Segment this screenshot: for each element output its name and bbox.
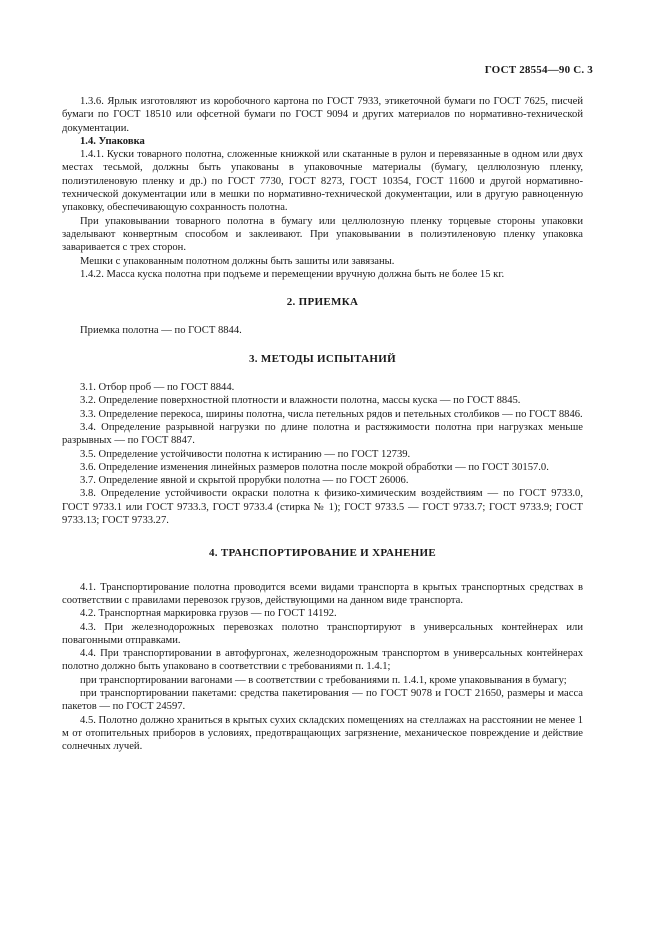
paragraph-1-4-1-packing: При упаковывании товарного полотна в бумагу или целлюлозную пленку торцевые стороны упаковки заделывают конвертным способом и заклеивают. При упаковывании в полиэтиленовую пленку упаковка заваривается с трех сторон. — [62, 215, 583, 254]
paragraph-4-3: 4.3. При железнодорожных перевозках полотно транспортируют в универсальных контейнерах или повагонными отправками. — [62, 621, 583, 646]
paragraph-3-6: 3.6. Определение изменения линейных размеров полотна после мокрой обработки — по ГОСТ 30157.0. — [80, 461, 549, 473]
subsection-title-1-4: 1.4. Упаковка — [80, 135, 145, 147]
paragraph-1-4-1-bags: Мешки с упакованным полотном должны быть зашиты или завязаны. — [80, 255, 395, 267]
paragraph-1-4-2: 1.4.2. Масса куска полотна при подъеме и перемещении вручную должна быть не более 15 кг. — [80, 268, 505, 280]
section-title-2: 2. ПРИЕМКА — [286, 296, 359, 309]
paragraph-4-5: 4.5. Полотно должно храниться в крытых сухих складских помещениях на стеллажах на расстоянии не менее 1 м от отопительных приборов в условиях, предотвращающих загрязнение, механическое повреждение и действие солнечных лучей. — [62, 714, 583, 753]
paragraph-3-1: 3.1. Отбор проб — по ГОСТ 8844. — [80, 382, 235, 394]
paragraph-3-7: 3.7. Определение явной и скрытой прорубки полотна — по ГОСТ 26006. — [80, 475, 409, 487]
page-header: ГОСТ 28554—90 С. 3 — [484, 64, 593, 76]
paragraph-4-4: 4.4. При транспортировании в автофургонах, железнодорожным транспортом в универсальных контейнерах полотно должно быть упаковано в соответствии с требованиями п. 1.4.1; — [62, 648, 583, 673]
document-body — [62, 95, 583, 753]
paragraph-4-2: 4.2. Транспортная маркировка грузов — по ГОСТ 14192. — [80, 608, 337, 620]
paragraph-4-1: 4.1. Транспортирование полотна проводится всеми видами транспорта в крытых транспортных средствах в соответствии с правилами перевозок грузов, действующими на данном виде транспорта. — [62, 581, 583, 606]
paragraph-3-8: 3.8. Определение устойчивости окраски полотна к физико-химическим воздействиям — по ГОСТ 9733.0, ГОСТ 9733.1 или ГОСТ 9733.3, ГОСТ 9733.4 (стирка № 1); ГОСТ 9733.5 — ГОСТ 9733.7; ГОСТ 9733.9; ГОСТ 9733.13; ГОСТ 9733.27. — [62, 488, 583, 527]
paragraph-3-3: 3.3. Определение перекоса, ширины полотна, числа петельных рядов и петельных столбиков — по ГОСТ 8846. — [80, 408, 583, 420]
paragraph-2: Приемка полотна — по ГОСТ 8844. — [80, 325, 242, 337]
paragraph-1-3-6: 1.3.6. Ярлык изготовляют из коробочного картона по ГОСТ 7933, этикеточной бумаги по ГОСТ 7625, писчей бумаги по ГОСТ 18510 или офсетной бумаги по ГОСТ 9094 и других материалов по нормативно-технической документации. — [62, 96, 583, 134]
paragraph-4-4-wagons: при транспортировании вагонами — в соответствии с требованиями п. 1.4.1, кроме упаковывания в бумагу; — [80, 674, 567, 686]
paragraph-3-5: 3.5. Определение устойчивости полотна к истиранию — по ГОСТ 12739. — [80, 448, 411, 460]
paragraph-4-4-packages: при транспортировании пакетами: средства пакетирования — по ГОСТ 9078 и ГОСТ 21650, размеры и масса пакетов — по ГОСТ 24597. — [62, 687, 583, 713]
paragraph-1-4-1: 1.4.1. Куски товарного полотна, сложенные книжкой или скатанные в рулон и перевязанные в одном или двух местах тесьмой, должны быть упакованы в упаковочные материалы (бумагу, целлюлозную пленку, полиэтиленовую пленку и др.) по ГОСТ 7730, ГОСТ 8273, ГОСТ 10354, ГОСТ 11600 и другой нормативно-технической документации или в мешки по нормативно-технической документации, или в другую равноценную упаковку, обеспечивающую сохранность полотна. — [62, 149, 583, 214]
section-title-4: 4. ТРАНСПОРТИРОВАНИЕ И ХРАНЕНИЕ — [208, 547, 437, 560]
paragraph-3-4: 3.4. Определение разрывной нагрузки по длине полотна и растяжимости полотна при нагрузках меньше разрывных — по ГОСТ 8847. — [62, 421, 583, 447]
section-title-3: 3. МЕТОДЫ ИСПЫТАНИЙ — [249, 352, 396, 365]
paragraph-3-2: 3.2. Определение поверхностной плотности и влажности полотна, массы куска — по ГОСТ 8845. — [80, 395, 521, 407]
